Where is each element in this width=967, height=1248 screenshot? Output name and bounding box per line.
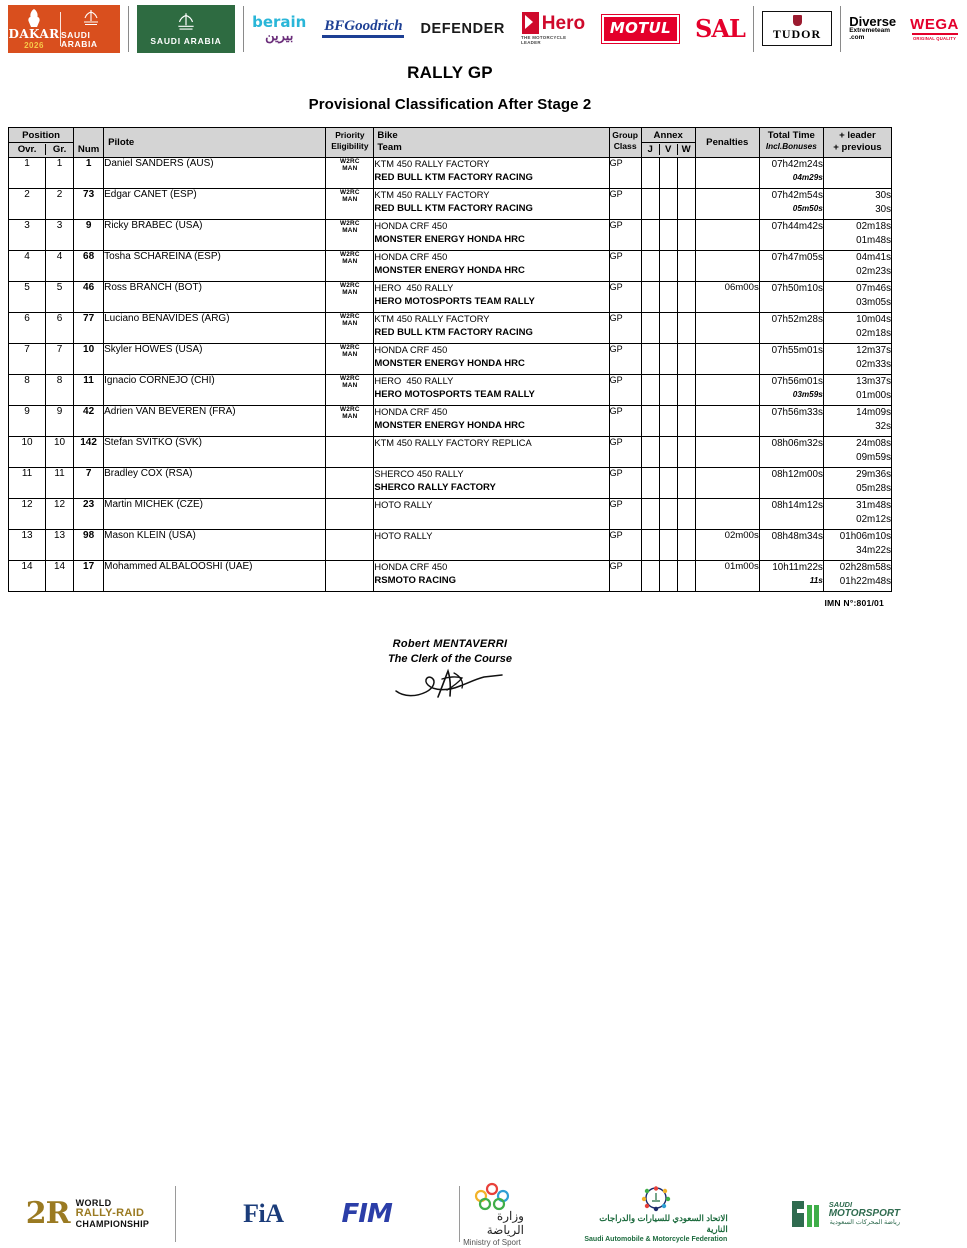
cell-position-overall: 6 (9, 313, 46, 344)
cell-group-class: GP (609, 251, 641, 282)
cell-group-class: GP (609, 282, 641, 313)
cell-position-overall: 1 (9, 158, 46, 189)
cell-bike-team: HONDA CRF 450 MONSTER ENERGY HONDA HRC (374, 406, 609, 437)
cell-priority-eligibility (326, 499, 374, 530)
cell-position-overall: 8 (9, 375, 46, 406)
cell-bike-team: KTM 450 RALLY FACTORY REPLICA (374, 437, 609, 468)
defender-logo: DEFENDER (420, 20, 505, 37)
cell-total-time: 08h12m00s (759, 468, 823, 499)
hero-mark-icon (522, 12, 539, 34)
cell-position-overall: 10 (9, 437, 46, 468)
cell-annex-j (641, 313, 659, 344)
table-row (9, 375, 892, 406)
cell-annex-v (659, 158, 677, 189)
cell-race-number: 142 (74, 437, 104, 468)
cell-bike-team: HOTO RALLY (374, 530, 609, 561)
cell-position-overall: 2 (9, 189, 46, 220)
w2rc-line3: CHAMPIONSHIP (75, 1218, 150, 1229)
cell-position-overall: 5 (9, 282, 46, 313)
table-row (9, 313, 892, 344)
hero-wordmark: Hero (541, 12, 586, 34)
cell-pilote: Ricky BRABEC (USA) (104, 220, 326, 251)
cell-gaps: 24m08s 09m59s (823, 437, 891, 468)
cell-total-time: 07h42m24s 04m29s (759, 158, 823, 189)
cell-priority-eligibility: W2RC MAN (326, 313, 374, 344)
table-row (9, 282, 892, 313)
cell-priority-eligibility (326, 468, 374, 499)
cell-total-time: 08h14m12s (759, 499, 823, 530)
cell-position-group: 9 (46, 406, 74, 437)
cell-total-time: 07h50m10s (759, 282, 823, 313)
saudi-automobile-motorcycle-federation-logo (584, 1186, 728, 1243)
header-num: Num (74, 128, 104, 158)
berain-arabic: بيرين (265, 28, 294, 43)
table-row (9, 437, 892, 468)
cell-penalties (695, 158, 759, 189)
cell-total-time: 07h52m28s (759, 313, 823, 344)
table-row (9, 468, 892, 499)
sponsor-group-main (244, 0, 753, 57)
sponsor-group-saudi (129, 0, 243, 57)
cell-gaps: 31m48s 02m12s (823, 499, 891, 530)
cell-position-group: 6 (46, 313, 74, 344)
header-priority-group (326, 128, 374, 158)
header-group: Group (612, 130, 639, 140)
cell-annex-j (641, 468, 659, 499)
cell-group-class: GP (609, 561, 641, 592)
clerk-name: Robert MENTAVERRI (392, 638, 508, 651)
ministry-of-sport-english: Ministry of Sport (463, 1237, 521, 1247)
ministry-of-sport-arabic: وزارة الرياضة (486, 1208, 524, 1237)
cell-priority-eligibility: W2RC MAN (326, 406, 374, 437)
dakar-year: 2026 (24, 40, 44, 50)
table-header-row (9, 128, 892, 158)
cell-annex-w (677, 561, 695, 592)
cell-annex-w (677, 158, 695, 189)
header-position-ovr: Ovr. (9, 144, 46, 155)
cell-gaps: 02h28m58s 01h22m48s (823, 561, 891, 592)
cell-priority-eligibility: W2RC MAN (326, 220, 374, 251)
cell-total-time: 07h55m01s (759, 344, 823, 375)
cell-total-time: 07h56m33s (759, 406, 823, 437)
cell-total-time: 10h11m22s 11s (759, 561, 823, 592)
cell-bike-team: KTM 450 RALLY FACTORY RED BULL KTM FACTORY RACING (374, 189, 609, 220)
table-row (9, 189, 892, 220)
header-annex-v: V (660, 144, 678, 155)
cell-position-group: 11 (46, 468, 74, 499)
cell-total-time: 07h44m42s (759, 220, 823, 251)
cell-annex-w (677, 344, 695, 375)
table-row (9, 158, 892, 189)
sponsor-group-federations (176, 1180, 459, 1248)
cell-annex-v (659, 561, 677, 592)
cell-annex-j (641, 375, 659, 406)
w2rc-logo (25, 1196, 150, 1231)
cell-annex-w (677, 189, 695, 220)
cell-annex-j (641, 561, 659, 592)
cell-gaps: 07m46s 03m05s (823, 282, 891, 313)
cell-gaps: 14m09s 32s (823, 406, 891, 437)
samf-emblem-icon (637, 1186, 675, 1212)
cell-annex-v (659, 282, 677, 313)
dakar-country-label: SAUDI ARABIA (61, 30, 98, 49)
header-sponsor-bar (0, 0, 959, 57)
table-row (9, 530, 892, 561)
cell-penalties (695, 189, 759, 220)
cell-annex-w (677, 406, 695, 437)
page-title: RALLY GP (407, 63, 493, 82)
cell-annex-v (659, 220, 677, 251)
cell-total-time: 08h48m34s (759, 530, 823, 561)
cell-pilote: Daniel SANDERS (AUS) (104, 158, 326, 189)
cell-annex-j (641, 251, 659, 282)
cell-group-class: GP (609, 530, 641, 561)
cell-annex-j (641, 220, 659, 251)
cell-penalties (695, 375, 759, 406)
cell-priority-eligibility: W2RC MAN (326, 158, 374, 189)
header-total-time: Total Time (767, 130, 815, 141)
cell-bike-team: SHERCO 450 RALLY SHERCO RALLY FACTORY (374, 468, 609, 499)
cell-annex-v (659, 437, 677, 468)
header-bike: Bike (377, 130, 398, 141)
cell-annex-j (641, 344, 659, 375)
cell-bike-team: HONDA CRF 450 RSMOTO RACING (374, 561, 609, 592)
bfgoodrich-underline (322, 35, 404, 38)
cell-gaps: 30s 30s (823, 189, 891, 220)
cell-priority-eligibility: W2RC MAN (326, 282, 374, 313)
footer-sponsor-bar (0, 1180, 900, 1248)
cell-priority-eligibility: W2RC MAN (326, 189, 374, 220)
sal-logo: SAL (695, 13, 745, 43)
hero-logo (521, 12, 586, 45)
cell-bike-team: KTM 450 RALLY FACTORY RED BULL KTM FACTORY RACING (374, 313, 609, 344)
cell-bike-team: HONDA CRF 450 MONSTER ENERGY HONDA HRC (374, 344, 609, 375)
samf-english: Saudi Automobile & Motorcycle Federation (584, 1235, 728, 1243)
cell-group-class: GP (609, 158, 641, 189)
cell-penalties (695, 499, 759, 530)
cell-position-overall: 3 (9, 220, 46, 251)
header-position-group (9, 128, 74, 158)
cell-penalties (695, 251, 759, 282)
cell-race-number: 73 (74, 189, 104, 220)
cell-annex-j (641, 437, 659, 468)
cell-group-class: GP (609, 313, 641, 344)
cell-total-time: 08h06m32s (759, 437, 823, 468)
cell-annex-w (677, 499, 695, 530)
cell-position-overall: 12 (9, 499, 46, 530)
cell-pilote: Adrien VAN BEVEREN (FRA) (104, 406, 326, 437)
sponsor-group-saudi-bodies (460, 1180, 900, 1248)
cell-race-number: 11 (74, 375, 104, 406)
classification-table-wrapper (8, 127, 892, 592)
cell-annex-v (659, 530, 677, 561)
cell-pilote: Stefan SVITKO (SVK) (104, 437, 326, 468)
cell-bike-team: KTM 450 RALLY FACTORY RED BULL KTM FACTORY RACING (374, 158, 609, 189)
header-leader: + leader (839, 130, 876, 141)
fim-logo: FIM (341, 1199, 392, 1229)
cell-position-group: 1 (46, 158, 74, 189)
cell-position-group: 12 (46, 499, 74, 530)
header-annex-w: W (681, 144, 691, 156)
bfgoodrich-wordmark: BFGoodrich (324, 18, 403, 34)
sponsor-group-dakar (0, 0, 128, 57)
w2rc-mark: 2R (25, 1196, 70, 1231)
table-body (9, 158, 892, 592)
header-annex: Annex (653, 130, 683, 141)
cell-gaps (823, 158, 891, 189)
cell-bike-team: HERO 450 RALLY HERO MOTOSPORTS TEAM RALLY (374, 375, 609, 406)
cell-penalties (695, 220, 759, 251)
cell-group-class: GP (609, 189, 641, 220)
cell-race-number: 23 (74, 499, 104, 530)
table-row (9, 561, 892, 592)
cell-annex-v (659, 375, 677, 406)
w2rc-line2: RALLY-RAID (75, 1207, 145, 1220)
diverse-domain: .com (849, 34, 865, 41)
ministry-of-sport-flower-icon (472, 1182, 512, 1208)
cell-penalties (695, 344, 759, 375)
header-penalties: Penalties (695, 128, 759, 158)
imn-number: IMN N°:801/01 (824, 598, 884, 609)
cell-group-class: GP (609, 220, 641, 251)
w2rc-line1: WORLD (75, 1198, 112, 1209)
cell-total-time: 07h47m05s (759, 251, 823, 282)
cell-annex-w (677, 375, 695, 406)
cell-position-group: 8 (46, 375, 74, 406)
cell-race-number: 68 (74, 251, 104, 282)
cell-annex-w (677, 530, 695, 561)
sponsor-group-w2rc (0, 1180, 175, 1248)
saudi-arabia-logo (137, 5, 235, 53)
cell-race-number: 17 (74, 561, 104, 592)
header-team: Team (377, 141, 402, 153)
cell-total-time: 07h56m01s 03m59s (759, 375, 823, 406)
cell-race-number: 98 (74, 530, 104, 561)
cell-position-group: 10 (46, 437, 74, 468)
cell-annex-j (641, 282, 659, 313)
cell-gaps: 12m37s 02m33s (823, 344, 891, 375)
cell-race-number: 1 (74, 158, 104, 189)
table-row (9, 499, 892, 530)
cell-race-number: 42 (74, 406, 104, 437)
cell-pilote: Skyler HOWES (USA) (104, 344, 326, 375)
cell-pilote: Mohammed ALBALOOSHI (UAE) (104, 561, 326, 592)
cell-group-class: GP (609, 468, 641, 499)
cell-position-group: 13 (46, 530, 74, 561)
cell-bike-team: HOTO RALLY (374, 499, 609, 530)
saudi-motorsport-logo (788, 1197, 900, 1231)
table-row (9, 220, 892, 251)
cell-penalties: 01m00s (695, 561, 759, 592)
header-class: Class (613, 140, 637, 151)
cell-priority-eligibility: W2RC MAN (326, 251, 374, 282)
cell-position-overall: 4 (9, 251, 46, 282)
cell-pilote: Martin MICHEK (CZE) (104, 499, 326, 530)
cell-pilote: Luciano BENAVIDES (ARG) (104, 313, 326, 344)
berain-wordmark: berain (252, 13, 307, 31)
sponsor-group-right (841, 0, 967, 57)
header-priority: Priority (335, 130, 365, 140)
dakar-wordmark: DAKAR (8, 26, 60, 41)
cell-race-number: 7 (74, 468, 104, 499)
cell-penalties: 02m00s (695, 530, 759, 561)
saudi-palm-swords-icon (174, 12, 198, 33)
cell-race-number: 46 (74, 282, 104, 313)
header-gap-group (823, 128, 891, 158)
diverse-subline: Extremeteam (849, 27, 891, 35)
wega-logo (910, 17, 959, 41)
cell-position-overall: 13 (9, 530, 46, 561)
fia-logo: FiA (243, 1199, 284, 1228)
motul-logo (602, 15, 679, 43)
cell-annex-j (641, 530, 659, 561)
header-annex-j: J (642, 144, 660, 155)
table-row (9, 251, 892, 282)
cell-pilote: Ross BRANCH (BOT) (104, 282, 326, 313)
berain-logo (252, 4, 306, 54)
cell-gaps: 04m41s 02m23s (823, 251, 891, 282)
cell-group-class: GP (609, 437, 641, 468)
cell-annex-j (641, 189, 659, 220)
header-eligibility: Eligibility (331, 140, 369, 151)
cell-pilote: Tosha SCHAREINA (ESP) (104, 251, 326, 282)
cell-annex-v (659, 189, 677, 220)
cell-annex-v (659, 499, 677, 530)
table-header (9, 128, 892, 158)
dakar-2026-saudi-arabia-logo (8, 5, 120, 53)
cell-position-group: 2 (46, 189, 74, 220)
table-row (9, 406, 892, 437)
cell-race-number: 9 (74, 220, 104, 251)
cell-position-overall: 7 (9, 344, 46, 375)
page-subtitle: Provisional Classification After Stage 2 (308, 96, 592, 113)
cell-gaps: 02m18s 01m48s (823, 220, 891, 251)
cell-annex-w (677, 313, 695, 344)
header-previous: + previous (833, 141, 882, 153)
cell-annex-j (641, 158, 659, 189)
motul-wordmark: MOTUL (609, 18, 672, 37)
cell-penalties (695, 468, 759, 499)
cell-annex-w (677, 251, 695, 282)
cell-gaps: 10m04s 02m18s (823, 313, 891, 344)
cell-gaps: 13m37s 01m00s (823, 375, 891, 406)
cell-group-class: GP (609, 406, 641, 437)
cell-position-overall: 9 (9, 406, 46, 437)
cell-group-class: GP (609, 375, 641, 406)
cell-annex-v (659, 313, 677, 344)
ministry-of-sport-logo (460, 1182, 524, 1247)
wega-tagline: ORIGINAL QUALITY (912, 35, 957, 41)
saudi-arabia-label: SAUDI ARABIA (150, 35, 222, 46)
classification-table (8, 127, 892, 592)
cell-race-number: 10 (74, 344, 104, 375)
cell-position-overall: 11 (9, 468, 46, 499)
cell-position-group: 3 (46, 220, 74, 251)
table-row (9, 344, 892, 375)
cell-bike-team: HONDA CRF 450 MONSTER ENERGY HONDA HRC (374, 251, 609, 282)
saudi-motorsport-line2: MOTORSPORT (828, 1208, 900, 1220)
cell-annex-w (677, 468, 695, 499)
header-pilote: Pilote (104, 128, 326, 158)
cell-pilote: Edgar CANET (ESP) (104, 189, 326, 220)
sponsor-group-tudor (754, 0, 840, 57)
cell-penalties (695, 313, 759, 344)
cell-annex-j (641, 499, 659, 530)
cell-pilote: Ignacio CORNEJO (CHI) (104, 375, 326, 406)
saudi-motorsport-line1: SAUDI (828, 1200, 853, 1210)
cell-annex-v (659, 406, 677, 437)
cell-priority-eligibility (326, 437, 374, 468)
cell-penalties (695, 437, 759, 468)
samf-arabic: الاتحاد السعودي للسيارات والدراجات النارية (599, 1212, 728, 1234)
tudor-logo (762, 11, 832, 46)
cell-bike-team: HERO 450 RALLY HERO MOTOSPORTS TEAM RALLY (374, 282, 609, 313)
cell-penalties (695, 406, 759, 437)
cell-pilote: Mason KLEIN (USA) (104, 530, 326, 561)
saudi-motorsport-mark-icon (788, 1197, 824, 1231)
signature-block (0, 638, 900, 706)
cell-total-time: 07h42m54s 05m50s (759, 189, 823, 220)
cell-annex-v (659, 468, 677, 499)
header-bike-group (374, 128, 609, 158)
cell-race-number: 77 (74, 313, 104, 344)
clerk-role: The Clerk of the Course (387, 653, 513, 666)
wega-wordmark: WEGA (910, 15, 959, 33)
cell-bike-team: HONDA CRF 450 MONSTER ENERGY HONDA HRC (374, 220, 609, 251)
cell-position-group: 14 (46, 561, 74, 592)
cell-group-class: GP (609, 344, 641, 375)
cell-annex-j (641, 406, 659, 437)
cell-priority-eligibility: W2RC MAN (326, 344, 374, 375)
cell-annex-w (677, 437, 695, 468)
signature-image (0, 667, 900, 706)
cell-gaps: 01h06m10s 34m22s (823, 530, 891, 561)
cell-group-class: GP (609, 499, 641, 530)
cell-annex-w (677, 282, 695, 313)
cell-priority-eligibility: W2RC MAN (326, 375, 374, 406)
tudor-wordmark: TUDOR (772, 27, 822, 41)
cell-penalties: 06m00s (695, 282, 759, 313)
cell-annex-v (659, 344, 677, 375)
tudor-shield-icon (793, 15, 802, 26)
cell-gaps: 29m36s 05m28s (823, 468, 891, 499)
dakar-bedouin-icon (21, 8, 47, 28)
cell-position-group: 5 (46, 282, 74, 313)
cell-priority-eligibility (326, 561, 374, 592)
hero-tagline: THE MOTORCYCLE LEADER (521, 35, 567, 45)
header-total-time-group (759, 128, 823, 158)
cell-annex-v (659, 251, 677, 282)
saudi-motorsport-arabic: رياضة المحركات السعودية (829, 1218, 900, 1226)
diverse-wordmark: Diverse (849, 14, 897, 30)
wega-underline (912, 33, 958, 35)
cell-pilote: Bradley COX (RSA) (104, 468, 326, 499)
header-position: Position (22, 130, 60, 141)
cell-annex-w (677, 220, 695, 251)
cell-position-overall: 14 (9, 561, 46, 592)
header-position-gr: Gr. (52, 144, 67, 156)
saudi-palm-swords-icon (80, 9, 102, 28)
cell-priority-eligibility (326, 530, 374, 561)
diverse-extremeteam-logo (849, 15, 896, 42)
cell-position-group: 7 (46, 344, 74, 375)
cell-position-group: 4 (46, 251, 74, 282)
header-group-class (609, 128, 641, 158)
header-annex-group (641, 128, 695, 158)
bfgoodrich-logo (322, 19, 404, 38)
header-total-time-note: Incl.Bonuses (765, 141, 817, 151)
